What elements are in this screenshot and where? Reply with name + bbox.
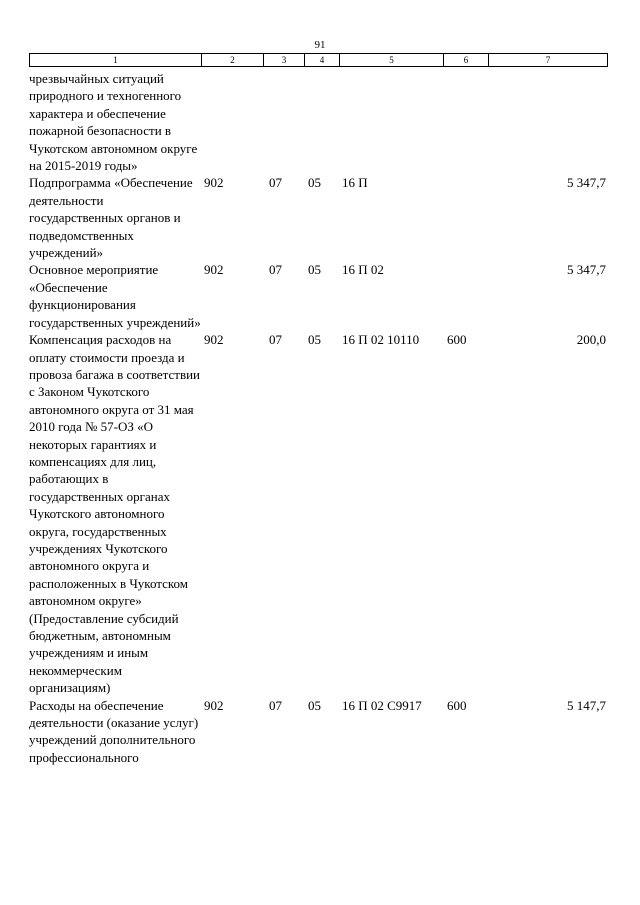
- row-amount: 5 347,7: [567, 175, 606, 191]
- column-header-6: 6: [444, 54, 489, 67]
- row-amount: 5 147,7: [567, 697, 606, 713]
- column-header-3: 3: [264, 54, 305, 67]
- row-subsection: [304, 70, 339, 174]
- row-subsection: 05: [308, 262, 321, 278]
- row-name: Основное мероприятие «Обеспечение функционирования государственных учреждений»: [29, 262, 201, 330]
- column-header-4: 4: [305, 54, 340, 67]
- table-row: [29, 174, 607, 261]
- row-target-article: [339, 70, 443, 174]
- table-row: [29, 697, 607, 767]
- row-ministry-code: 902: [204, 175, 224, 191]
- row-expense-type: 600: [447, 332, 467, 348]
- row-target-article: 16 П 02 10110: [342, 332, 420, 348]
- row-expense-type: [443, 261, 488, 331]
- row-expense-type: [443, 174, 488, 261]
- budget-table: [29, 70, 607, 766]
- row-amount: 200,0: [576, 332, 606, 348]
- row-name: чрезвычайных ситуаций природного и техногенного характера и обеспечение пожарной безопасности в Чукотском автономном округе на 2015-2019 годы»: [29, 71, 198, 174]
- row-expense-type: [443, 70, 488, 174]
- row-target-article: 16 П 02: [342, 262, 384, 278]
- table-row: [29, 261, 607, 331]
- table-row: [29, 70, 607, 174]
- row-section: 07: [269, 332, 282, 348]
- row-section: 07: [269, 697, 282, 713]
- row-section: [263, 70, 304, 174]
- row-name: Компенсация расходов на оплату стоимости проезда и провоза багажа в соответствии с Законом Чукотского автономного округа от 31 мая 2010 года № 57-ОЗ «О некоторых гарантиях и компенсациях для лиц, работающих в государственных органах Чукотского автономного округа, государственных учреждениях Чукотского автономного округа и расположенных в Чукотском автономном округе» (Предоставление субсидий бюджетным, автономным учреждениям и иным некоммерческим организациям): [29, 332, 200, 696]
- row-ministry-code: 902: [204, 697, 224, 713]
- column-header-5: 5: [340, 54, 444, 67]
- row-amount: [488, 70, 607, 174]
- row-ministry-code: 902: [204, 262, 224, 278]
- row-subsection: 05: [308, 332, 321, 348]
- column-header-table: [29, 53, 608, 67]
- row-name: Расходы на обеспечение деятельности (оказание услуг) учреждений дополнительного профессионального: [29, 697, 199, 765]
- row-name: Подпрограмма «Обеспечение деятельности государственных органов и подведомственных учреждений»: [29, 175, 193, 261]
- column-header-row: [30, 54, 608, 67]
- row-ministry-code: 902: [204, 332, 224, 348]
- row-expense-type: 600: [447, 697, 467, 713]
- row-section: 07: [269, 262, 282, 278]
- row-target-article: 16 П: [342, 175, 368, 191]
- table-row: [29, 331, 607, 697]
- row-subsection: 05: [308, 175, 321, 191]
- column-header-7: 7: [489, 54, 608, 67]
- column-header-1: 1: [30, 54, 202, 67]
- row-section: 07: [269, 175, 282, 191]
- column-header-2: 2: [202, 54, 264, 67]
- row-amount: 5 347,7: [567, 262, 606, 278]
- row-subsection: 05: [308, 697, 321, 713]
- page-number: 91: [314, 39, 326, 51]
- row-target-article: 16 П 02 С9917: [342, 697, 422, 713]
- row-ministry-code: [201, 70, 263, 174]
